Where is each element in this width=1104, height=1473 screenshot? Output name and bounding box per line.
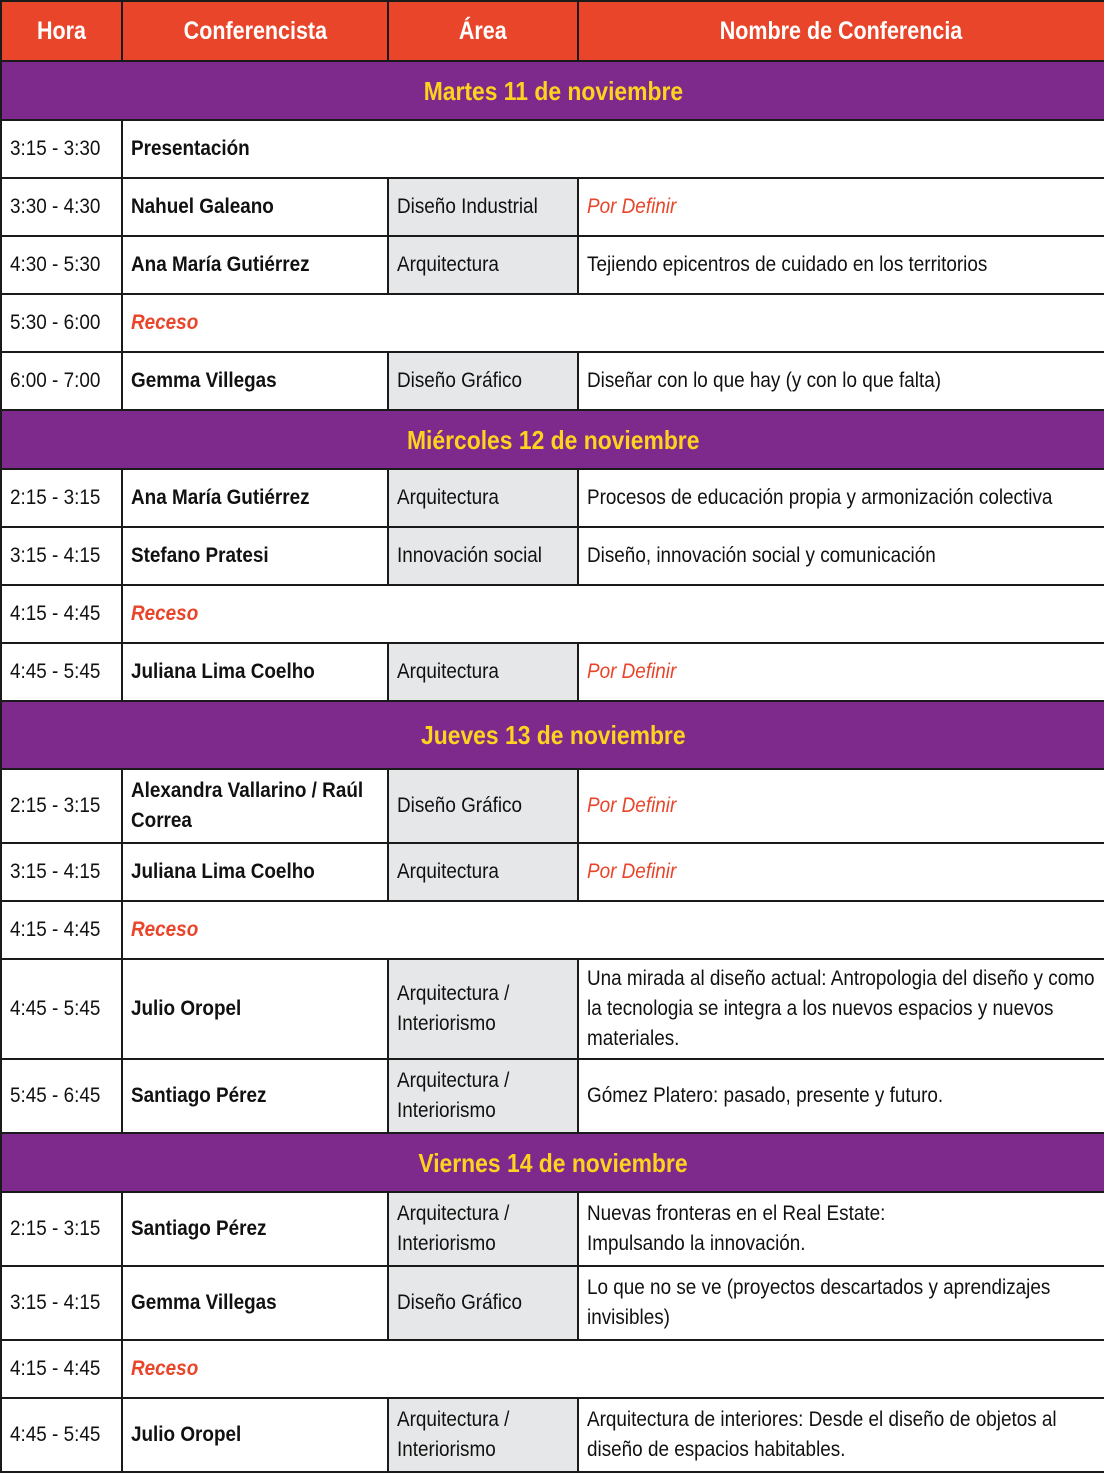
time-cell: 6:00 - 7:00 (1, 352, 122, 410)
area-cell: Arquitectura / Interiorismo (388, 959, 578, 1059)
title-cell: Lo que no se ve (proyectos descartados y aprendizajes invisibles) (578, 1266, 1104, 1340)
schedule-row (1, 643, 1104, 701)
schedule-row (1, 1059, 1104, 1133)
area-cell: Arquitectura (388, 643, 578, 701)
time-cell: 4:15 - 4:45 (1, 585, 122, 643)
header-row (1, 1, 1104, 61)
title-cell: Gómez Platero: pasado, presente y futuro. (578, 1059, 1104, 1133)
schedule-row (1, 352, 1104, 410)
day-row (1, 1133, 1104, 1192)
speaker-cell: Juliana Lima Coelho (122, 843, 388, 901)
title-cell: Diseñar con lo que hay (y con lo que falta) (578, 352, 1104, 410)
recess-cell: Receso (122, 901, 1104, 959)
schedule-row (1, 901, 1104, 959)
time-cell: 2:15 - 3:15 (1, 469, 122, 527)
area-cell: Diseño Industrial (388, 178, 578, 236)
time-cell: 2:15 - 3:15 (1, 769, 122, 843)
recess-cell: Receso (122, 1340, 1104, 1398)
day-row (1, 410, 1104, 469)
schedule-row (1, 959, 1104, 1059)
time-cell: 4:15 - 4:45 (1, 901, 122, 959)
speaker-cell: Juliana Lima Coelho (122, 643, 388, 701)
day-row (1, 61, 1104, 120)
time-cell: 3:15 - 4:15 (1, 1266, 122, 1340)
schedule-row (1, 1192, 1104, 1266)
schedule-row (1, 178, 1104, 236)
area-cell: Arquitectura (388, 236, 578, 294)
area-cell: Arquitectura / Interiorismo (388, 1059, 578, 1133)
speaker-cell: Ana María Gutiérrez (122, 469, 388, 527)
title-cell: Procesos de educación propia y armonización colectiva (578, 469, 1104, 527)
time-cell: 3:15 - 4:15 (1, 843, 122, 901)
time-cell: 5:45 - 6:45 (1, 1059, 122, 1133)
time-cell: 4:45 - 5:45 (1, 1398, 122, 1472)
speaker-cell: Santiago Pérez (122, 1059, 388, 1133)
area-cell: Arquitectura / Interiorismo (388, 1398, 578, 1472)
speaker-cell: Julio Oropel (122, 1398, 388, 1472)
title-cell: Tejiendo epicentros de cuidado en los territorios (578, 236, 1104, 294)
time-cell: 5:30 - 6:00 (1, 294, 122, 352)
time-cell: 4:15 - 4:45 (1, 1340, 122, 1398)
day-heading: Jueves 13 de noviembre (1, 701, 1104, 769)
area-cell: Arquitectura (388, 843, 578, 901)
title-cell: Nuevas fronteras en el Real Estate: Impulsando la innovación. (578, 1192, 1104, 1266)
header-conferencista: Conferencista (122, 1, 388, 61)
area-cell: Arquitectura (388, 469, 578, 527)
area-cell: Innovación social (388, 527, 578, 585)
day-heading: Miércoles 12 de noviembre (1, 410, 1104, 469)
area-cell: Diseño Gráfico (388, 769, 578, 843)
speaker-cell: Stefano Pratesi (122, 527, 388, 585)
title-cell: Una mirada al diseño actual: Antropologia del diseño y como la tecnologia se integra a los nuevos espacios y nuevos materiales. (578, 959, 1104, 1059)
title-cell: Arquitectura de interiores: Desde el diseño de objetos al diseño de espacios habitables. (578, 1398, 1104, 1472)
title-cell: Diseño, innovación social y comunicación (578, 527, 1104, 585)
header-nombre-conferencia: Nombre de Conferencia (578, 1, 1104, 61)
title-cell: Por Definir (578, 178, 1104, 236)
speaker-cell: Santiago Pérez (122, 1192, 388, 1266)
area-cell: Diseño Gráfico (388, 352, 578, 410)
time-cell: 4:45 - 5:45 (1, 959, 122, 1059)
schedule-row (1, 236, 1104, 294)
schedule-row (1, 843, 1104, 901)
title-cell: Por Definir (578, 643, 1104, 701)
speaker-cell: Ana María Gutiérrez (122, 236, 388, 294)
schedule-row (1, 1398, 1104, 1472)
area-cell: Diseño Gráfico (388, 1266, 578, 1340)
time-cell: 3:15 - 3:30 (1, 120, 122, 178)
speaker-cell: Nahuel Galeano (122, 178, 388, 236)
area-cell: Arquitectura / Interiorismo (388, 1192, 578, 1266)
recess-cell: Receso (122, 585, 1104, 643)
schedule-row (1, 527, 1104, 585)
speaker-cell: Julio Oropel (122, 959, 388, 1059)
title-cell: Por Definir (578, 769, 1104, 843)
day-heading: Viernes 14 de noviembre (1, 1133, 1104, 1192)
schedule-row (1, 469, 1104, 527)
time-cell: 3:15 - 4:15 (1, 527, 122, 585)
time-cell: 4:45 - 5:45 (1, 643, 122, 701)
schedule-row (1, 1266, 1104, 1340)
speaker-cell: Alexandra Vallarino / Raúl Correa (122, 769, 388, 843)
time-cell: 2:15 - 3:15 (1, 1192, 122, 1266)
time-cell: 3:30 - 4:30 (1, 178, 122, 236)
recess-cell: Receso (122, 294, 1104, 352)
day-heading: Martes 11 de noviembre (1, 61, 1104, 120)
schedule-row (1, 120, 1104, 178)
speaker-cell: Gemma Villegas (122, 1266, 388, 1340)
header-hora: Hora (1, 1, 122, 61)
title-cell: Por Definir (578, 843, 1104, 901)
schedule-row (1, 1340, 1104, 1398)
schedule-row (1, 769, 1104, 843)
schedule-row (1, 585, 1104, 643)
header-area: Área (388, 1, 578, 61)
session-cell: Presentación (122, 120, 1104, 178)
speaker-cell: Gemma Villegas (122, 352, 388, 410)
schedule-row (1, 294, 1104, 352)
time-cell: 4:30 - 5:30 (1, 236, 122, 294)
day-row (1, 701, 1104, 769)
